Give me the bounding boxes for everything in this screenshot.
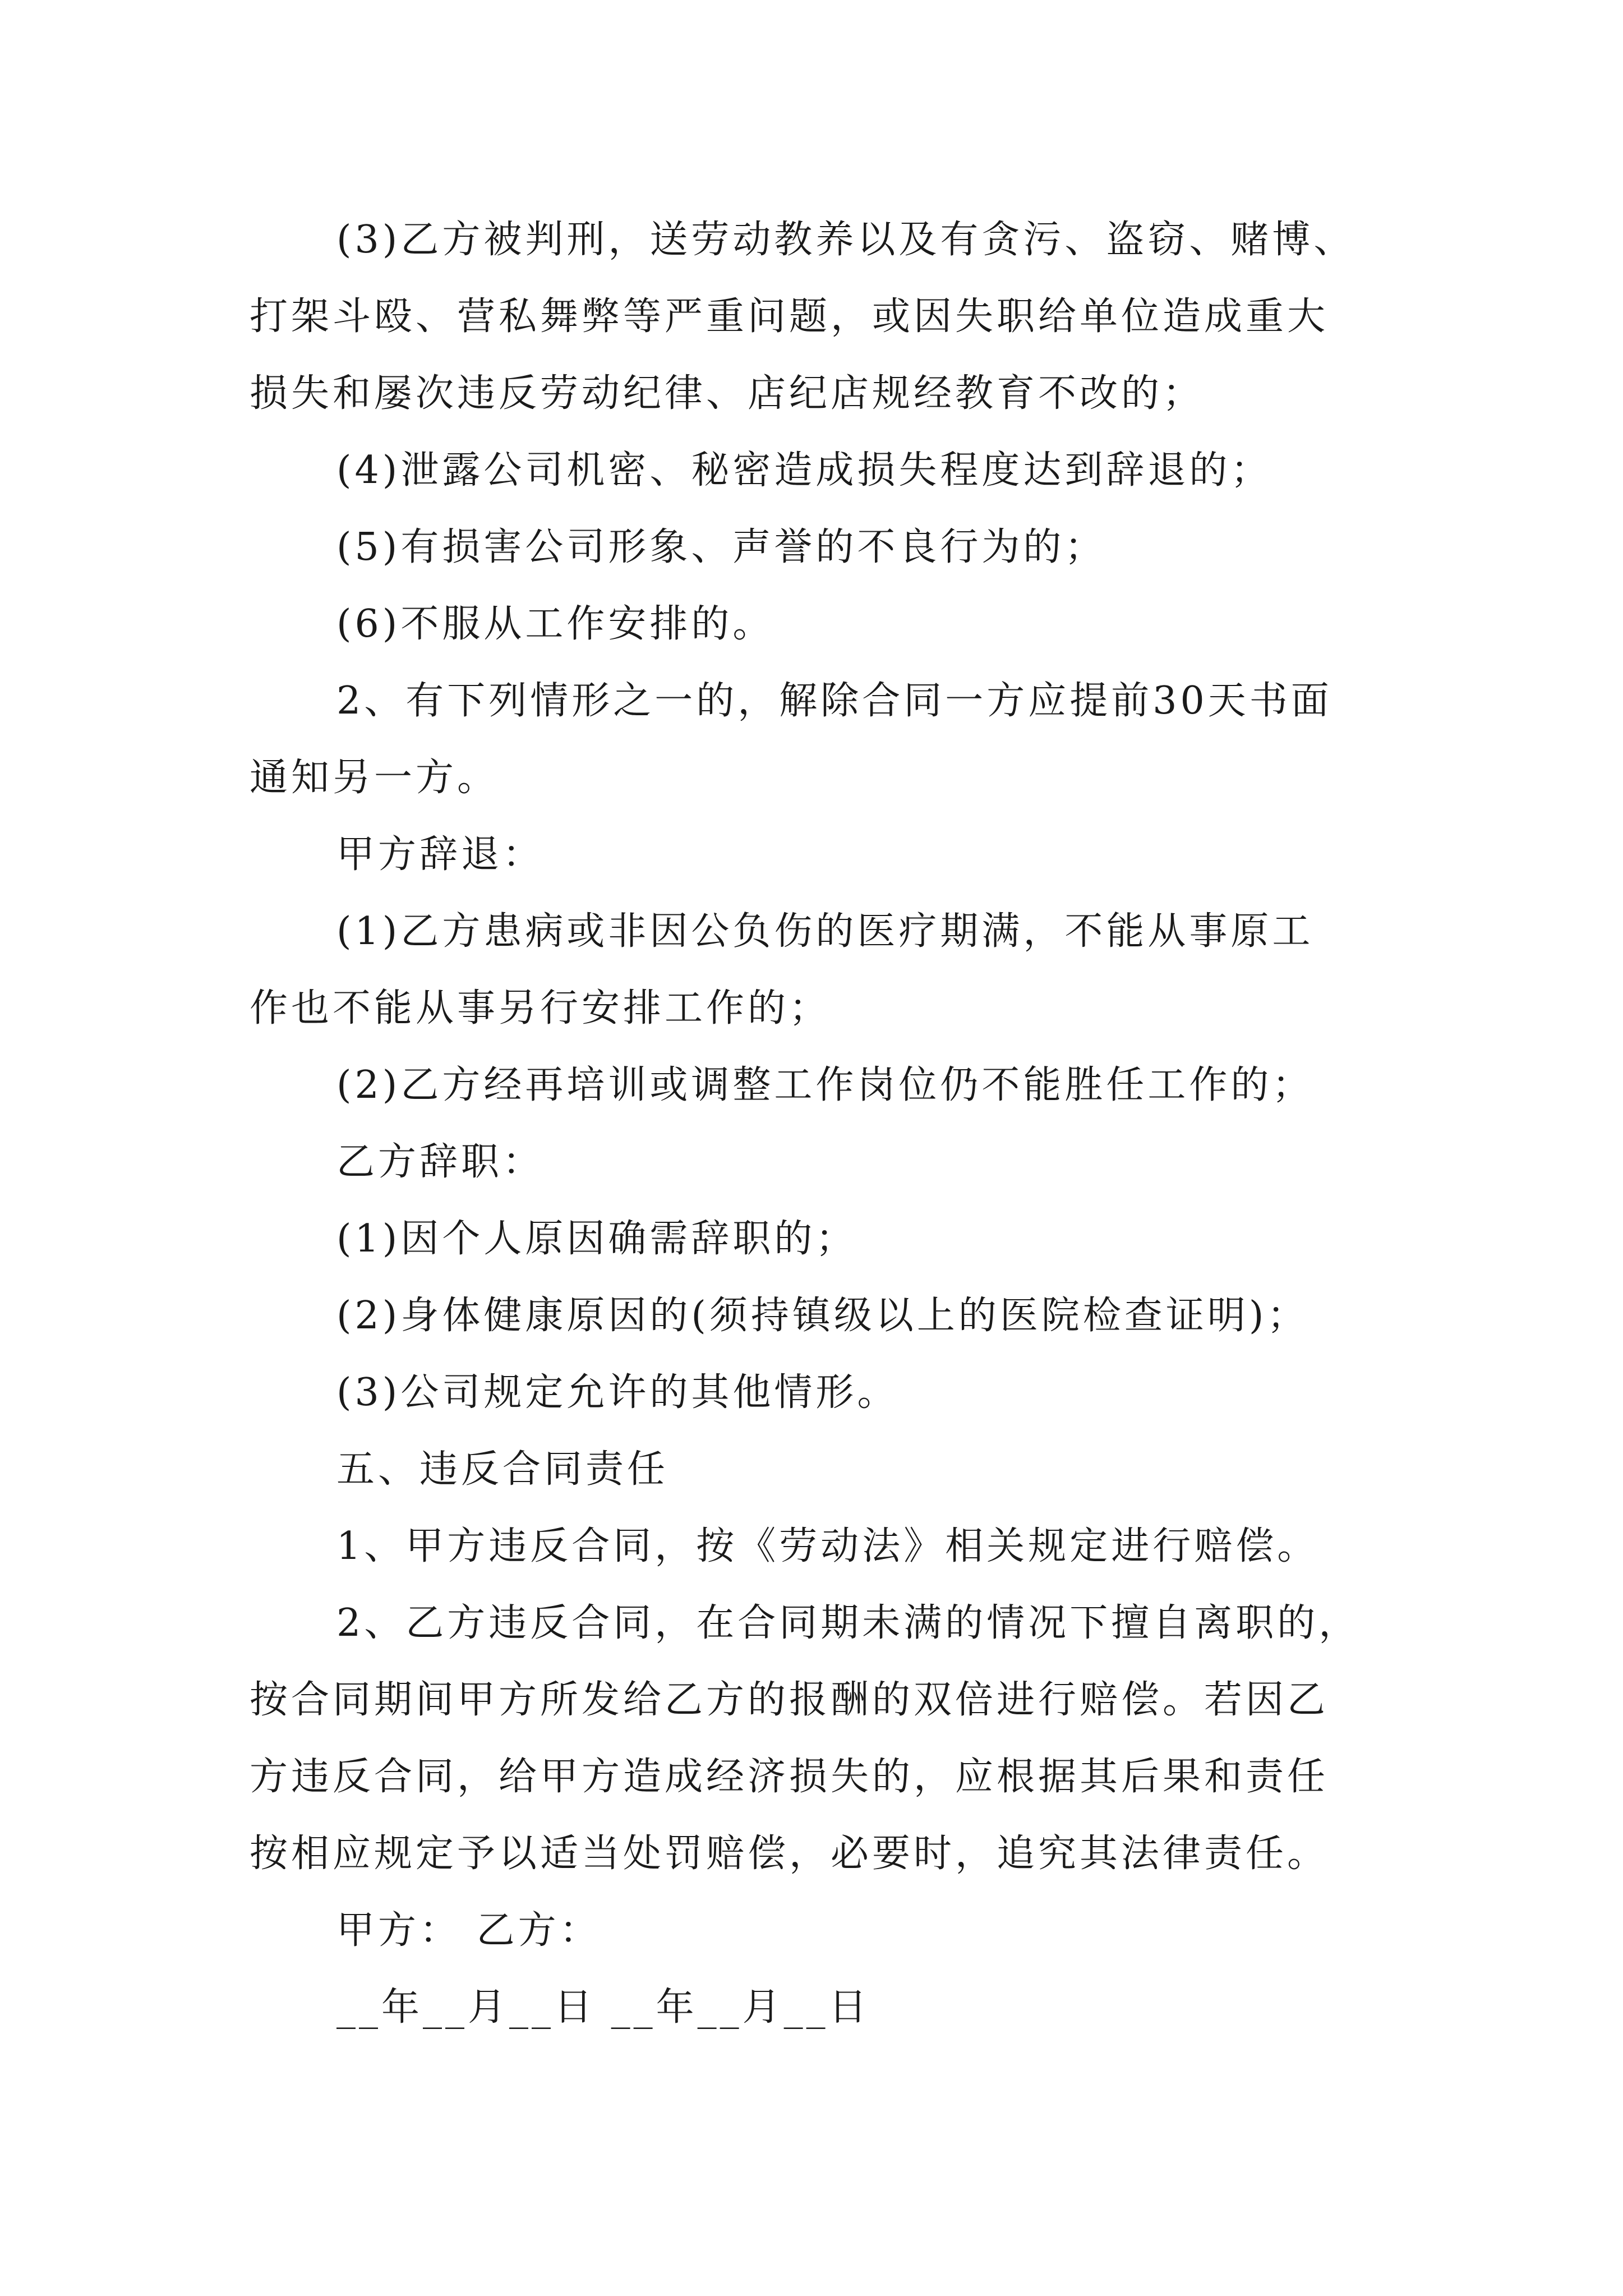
dismissal-item-1-line-1: (1)乙方患病或非因公负伤的医疗期满，不能从事原工 <box>336 909 1314 954</box>
dismissal-item-1-line-2: 作也不能从事另行安排工作的； <box>250 986 831 1030</box>
clause-6: (6)不服从工作安排的。 <box>336 602 774 646</box>
clause-3-line-3: 损失和屡次违反劳动纪律、店纪店规经教育不改的； <box>250 371 1205 416</box>
employee-resignation-heading: 乙方辞职： <box>336 1140 545 1184</box>
clause-3-line-2: 打架斗殴、营私舞弊等严重问题，或因失职给单位造成重大 <box>250 295 1329 339</box>
resignation-item-3: (3)公司规定允许的其他情形。 <box>336 1370 899 1415</box>
liability-item-1: 1、甲方违反合同，按《劳动法》相关规定进行赔偿。 <box>336 1524 1319 1568</box>
section-2-line-2: 通知另一方。 <box>250 756 499 800</box>
liability-item-2-line-3: 方违反合同，给甲方造成经济损失的，应根据其后果和责任 <box>250 1755 1329 1799</box>
clause-5: (5)有损害公司形象、声誉的不良行为的； <box>336 525 1106 569</box>
resignation-item-1: (1)因个人原因确需辞职的； <box>336 1217 857 1261</box>
signature-dates: __年__月__日 __年__月__日 <box>336 1985 870 2030</box>
section-5-heading: 五、违反合同责任 <box>336 1447 669 1492</box>
clause-4: (4)泄露公司机密、秘密造成损失程度达到辞退的； <box>336 448 1272 493</box>
clause-3-line-1: (3)乙方被判刑，送劳动教养以及有贪污、盗窃、赌博、 <box>336 218 1355 262</box>
signature-parties: 甲方： 乙方： <box>336 1908 601 1953</box>
employer-dismissal-heading: 甲方辞退： <box>336 832 545 877</box>
liability-item-2-line-2: 按合同期间甲方所发给乙方的报酬的双倍进行赔偿。若因乙 <box>250 1678 1329 1722</box>
section-2-line-1: 2、有下列情形之一的，解除合同一方应提前30天书面 <box>336 679 1332 723</box>
liability-item-2-line-4: 按相应规定予以适当处罚赔偿，必要时，追究其法律责任。 <box>250 1832 1329 1876</box>
resignation-item-2: (2)身体健康原因的(须持镇级以上的医院检查证明)； <box>336 1294 1309 1338</box>
dismissal-item-2: (2)乙方经再培训或调整工作岗位仍不能胜任工作的； <box>336 1063 1314 1107</box>
liability-item-2-line-1: 2、乙方违反合同，在合同期未满的情况下擅自离职的， <box>336 1601 1361 1645</box>
